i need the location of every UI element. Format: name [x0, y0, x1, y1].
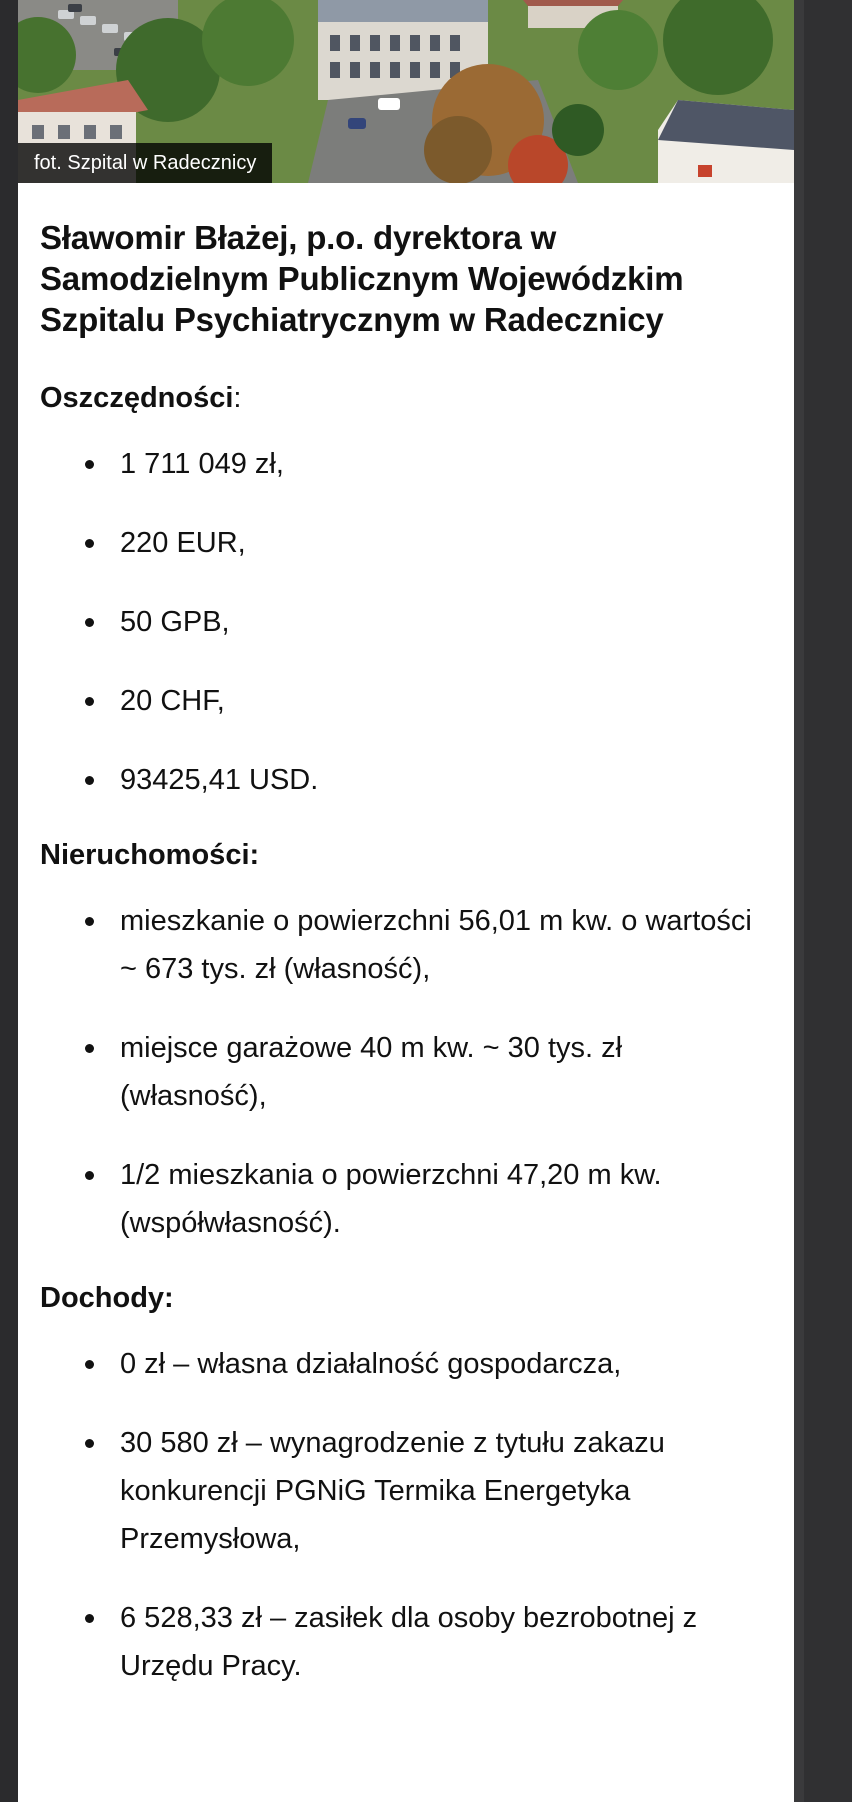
section-title-real-estate — [40, 835, 772, 875]
article — [18, 0, 794, 1802]
section-title-savings-label: Oszczędności — [40, 382, 234, 414]
section-title-income-label: Dochody: — [40, 1282, 174, 1314]
article-headline: Sławomir Błażej, p.o. dyrektora w Samodzielnym Publicznym Wojewódzkim Szpitalu Psychiatrycznym w Radecznicy — [40, 219, 684, 338]
section-title-real-estate-label: Nieruchomości: — [40, 839, 260, 871]
hospital-photo — [18, 0, 794, 183]
section-title-savings — [40, 378, 772, 418]
list-item: 93425,41 USD. — [40, 756, 772, 804]
list-item: 0 zł – własna działalność gospodarcza, — [40, 1340, 772, 1388]
list-item: 6 528,33 zł – zasiłek dla osoby bezrobotnej z Urzędu Pracy. — [40, 1594, 772, 1690]
list-item: 220 EUR, — [40, 519, 772, 567]
section-title-savings-colon: : — [233, 382, 242, 414]
list-item: miejsce garażowe 40 m kw. ~ 30 tys. zł (własność), — [40, 1024, 772, 1120]
real-estate-list — [40, 897, 772, 1247]
list-item: 20 CHF, — [40, 677, 772, 725]
list-item: 1/2 mieszkania o powierzchni 47,20 m kw. (współwłasność). — [40, 1151, 772, 1247]
section-title-income — [40, 1278, 772, 1318]
list-item: mieszkanie o powierzchni 56,01 m kw. o wartości ~ 673 tys. zł (własność), — [40, 897, 772, 993]
list-item: 30 580 zł – wynagrodzenie z tytułu zakazu konkurencji PGNiG Termika Energetyka Przemysłowa, — [40, 1419, 772, 1563]
page-scrollbar[interactable] — [794, 0, 804, 1802]
savings-list — [40, 440, 772, 804]
income-list — [40, 1340, 772, 1690]
photo-caption: fot. Szpital w Radecznicy — [18, 143, 272, 183]
article-body — [18, 183, 794, 1690]
list-item: 1 711 049 zł, — [40, 440, 772, 488]
left-frame — [0, 0, 18, 1802]
list-item: 50 GPB, — [40, 598, 772, 646]
